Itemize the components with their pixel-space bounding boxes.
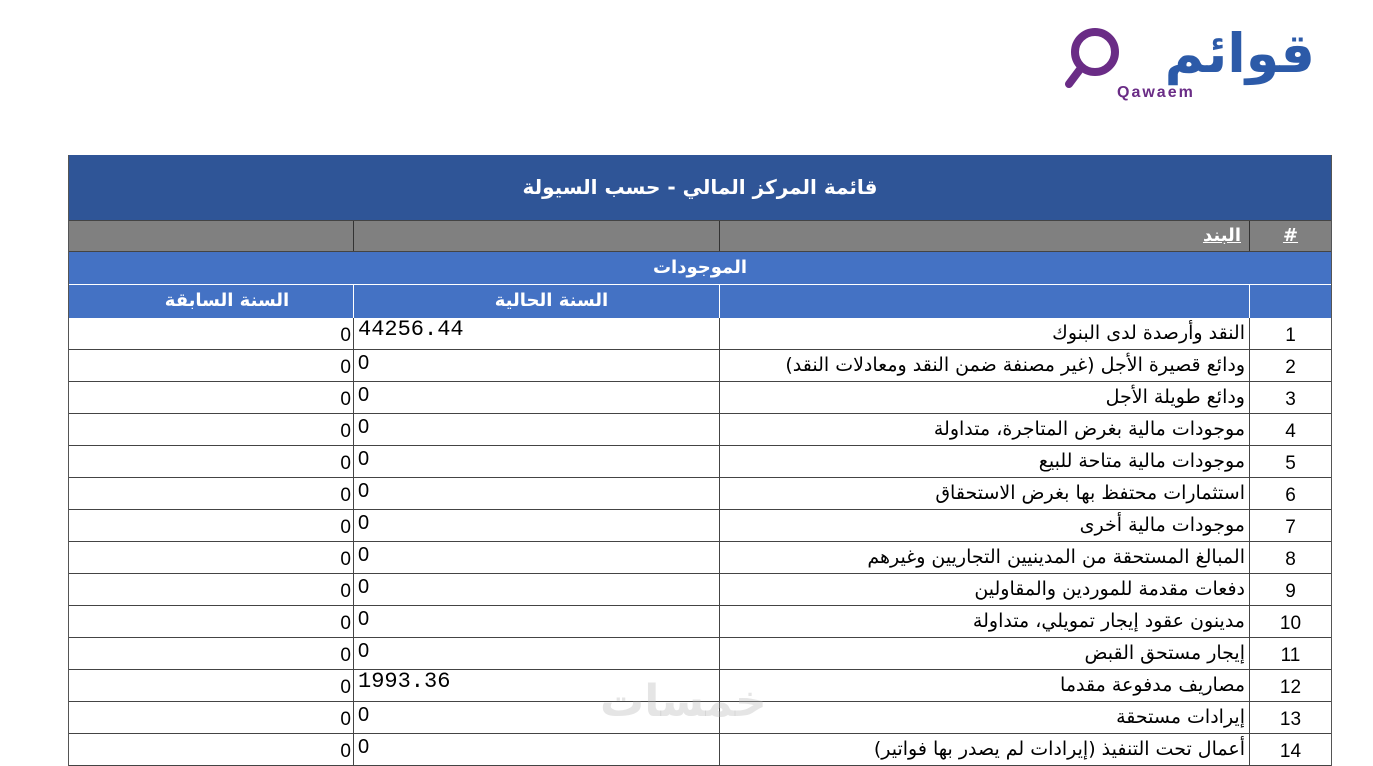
row-previous-year[interactable]: 0 (340, 485, 351, 506)
col-header-previous-year: السنة السابقة (164, 290, 290, 311)
row-current-year[interactable]: 0 (353, 414, 719, 445)
row-item[interactable]: أعمال تحت التنفيذ (إيرادات لم يصدر بها فواتير) (719, 734, 1249, 765)
row-number[interactable]: 5 (1249, 446, 1331, 477)
row-current-year[interactable]: 0 (353, 446, 719, 477)
row-previous-year[interactable]: 0 (340, 709, 351, 730)
row-item[interactable]: موجودات مالية أخرى (719, 510, 1249, 541)
table-row (69, 638, 1331, 670)
row-number[interactable]: 2 (1249, 350, 1331, 381)
row-item[interactable]: مصاريف مدفوعة مقدما (719, 670, 1249, 701)
row-previous-year[interactable]: 0 (340, 581, 351, 602)
row-item[interactable]: استثمارات محتفظ بها بغرض الاستحقاق (719, 478, 1249, 509)
table-row (69, 574, 1331, 606)
table-row (69, 510, 1331, 542)
row-previous-year[interactable]: 0 (340, 613, 351, 634)
row-number[interactable]: 13 (1249, 702, 1331, 733)
row-current-year[interactable]: 44256.44 (353, 318, 719, 349)
row-number[interactable]: 3 (1249, 382, 1331, 413)
table-row (69, 414, 1331, 446)
row-number[interactable]: 14 (1249, 734, 1331, 765)
table-row (69, 734, 1331, 766)
row-previous-year[interactable]: 0 (340, 325, 351, 346)
table-row (69, 382, 1331, 414)
row-current-year[interactable]: 0 (353, 574, 719, 605)
row-current-year[interactable]: 0 (353, 638, 719, 669)
row-item[interactable]: دفعات مقدمة للموردين والمقاولين (719, 574, 1249, 605)
row-item[interactable]: إيجار مستحق القبض (719, 638, 1249, 669)
row-current-year[interactable]: 0 (353, 350, 719, 381)
row-item[interactable]: ودائع طويلة الأجل (719, 382, 1249, 413)
balance-sheet-table (68, 155, 1332, 766)
row-item[interactable]: موجودات مالية بغرض المتاجرة، متداولة (719, 414, 1249, 445)
row-number[interactable]: 10 (1249, 606, 1331, 637)
row-number[interactable]: 12 (1249, 670, 1331, 701)
sheet-title: قائمة المركز المالي - حسب السيولة (69, 155, 1331, 220)
watermark-text: خمسات (600, 676, 767, 727)
row-current-year[interactable]: 0 (353, 478, 719, 509)
row-current-year[interactable]: 1993.36 (353, 670, 719, 701)
table-row (69, 446, 1331, 478)
row-current-year[interactable]: 0 (353, 542, 719, 573)
logo-arabic-text: قوائم (1164, 22, 1315, 85)
col-header-blank-item (719, 285, 1249, 318)
table-row (69, 318, 1331, 350)
row-number[interactable]: 1 (1249, 318, 1331, 349)
row-current-year[interactable]: 0 (353, 382, 719, 413)
row-current-year[interactable]: 0 (353, 510, 719, 541)
row-number[interactable]: 11 (1249, 638, 1331, 669)
row-current-year[interactable]: 0 (353, 734, 719, 765)
col-header-blank-num (1249, 285, 1331, 318)
table-row (69, 350, 1331, 382)
magnifier-icon (1065, 26, 1125, 106)
row-item[interactable]: موجودات مالية متاحة للبيع (719, 446, 1249, 477)
row-item[interactable]: مدينون عقود إيجار تمويلي، متداولة (719, 606, 1249, 637)
table-row (69, 542, 1331, 574)
row-item[interactable]: النقد وأرصدة لدى البنوك (719, 318, 1249, 349)
row-previous-year[interactable]: 0 (340, 645, 351, 666)
row-previous-year[interactable]: 0 (340, 389, 351, 410)
row-previous-year[interactable]: 0 (340, 357, 351, 378)
row-number[interactable]: 8 (1249, 542, 1331, 573)
row-previous-year[interactable]: 0 (340, 517, 351, 538)
row-previous-year[interactable]: 0 (340, 677, 351, 698)
table-row (69, 606, 1331, 638)
header-blank-previous (71, 221, 353, 251)
row-number[interactable]: 9 (1249, 574, 1331, 605)
row-previous-year[interactable]: 0 (340, 421, 351, 442)
section-title: الموجودات (69, 252, 1331, 285)
header-blank-current (353, 221, 719, 251)
qawaem-logo (1065, 22, 1315, 106)
row-previous-year[interactable]: 0 (340, 453, 351, 474)
header-item: البند (719, 221, 1249, 251)
row-item[interactable]: ودائع قصيرة الأجل (غير مصنفة ضمن النقد ومعادلات النقد) (719, 350, 1249, 381)
row-number[interactable]: 6 (1249, 478, 1331, 509)
row-number[interactable]: 7 (1249, 510, 1331, 541)
table-row (69, 478, 1331, 510)
logo-english-text: Qawaem (1117, 84, 1195, 101)
row-current-year[interactable]: 0 (353, 702, 719, 733)
row-current-year[interactable]: 0 (353, 606, 719, 637)
row-item[interactable]: إيرادات مستحقة (719, 702, 1249, 733)
row-previous-year[interactable]: 0 (340, 549, 351, 570)
header-num: # (1249, 221, 1331, 251)
col-header-current-year: السنة الحالية (353, 285, 719, 318)
row-item[interactable]: المبالغ المستحقة من المدينيين التجاريين وغيرهم (719, 542, 1249, 573)
row-number[interactable]: 4 (1249, 414, 1331, 445)
header-row (69, 220, 1331, 252)
column-header-row (69, 285, 1331, 318)
row-previous-year[interactable]: 0 (340, 741, 351, 762)
